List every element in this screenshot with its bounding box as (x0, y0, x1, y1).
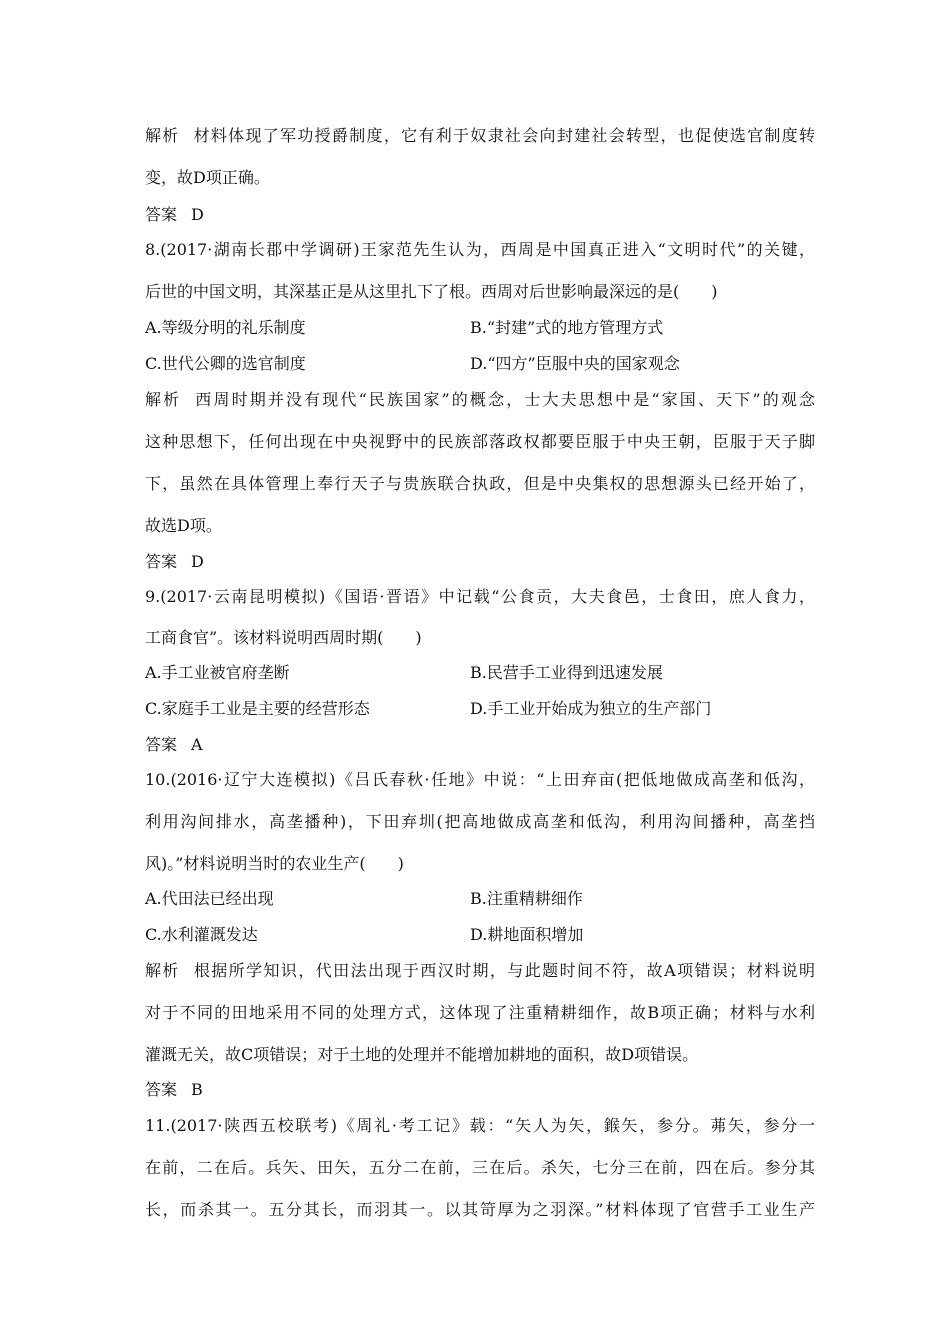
question-stem-line: 长，而杀其一。五分其长，而羽其一。以其笴厚为之羽深。”材料体现了官营手工业生产 (145, 1200, 815, 1219)
answer-label: 答案 (145, 205, 178, 224)
answer-line (145, 552, 815, 572)
analysis-line (145, 126, 815, 146)
analysis-label: 解析 (145, 390, 182, 409)
analysis-line: 这种思想下，任何出现在中央视野中的民族部落政权都要臣服于中央王朝，臣服于天子脚 (145, 432, 815, 451)
analysis-text: 西周时期并没有现代“民族国家”的概念，士大夫思想中是“家国、天下”的观念 (195, 390, 815, 409)
option-c: C.家庭手工业是主要的经营形态 (145, 699, 370, 718)
answer-line (145, 1080, 815, 1100)
question-stem-line: 工商食官”。该材料说明西周时期( ) (145, 628, 422, 647)
analysis-line: 下，虽然在具体管理上奉行天子与贵族联合执政，但是中央集权的思想源头已经开始了， (145, 474, 815, 493)
answer-line (145, 205, 815, 225)
analysis-line: 对于不同的田地采用不同的处理方式，这体现了注重精耕细作，故B项正确；材料与水利 (145, 1003, 815, 1022)
question-stem-line: 利用沟间排水，高垄播种)，下田弃圳(把高地做成高垄和低沟，利用沟间播种，高垄挡 (145, 812, 815, 831)
answer-line (145, 735, 815, 755)
option-a: A.手工业被官府垄断 (145, 663, 290, 682)
option-b: B.“封建”式的地方管理方式 (470, 318, 664, 337)
analysis-line: 灌溉无关，故C项错误；对于土地的处理并不能增加耕地的面积，故D项错误。 (145, 1045, 699, 1064)
option-c: C.水利灌溉发达 (145, 925, 258, 944)
answer-value: D (191, 205, 204, 224)
question-stem-line: 在前，二在后。兵矢、田矢，五分二在前，三在后。杀矢，七分三在前，四在后。参分其 (145, 1158, 815, 1177)
answer-label: 答案 (145, 552, 178, 571)
option-a: A.代田法已经出现 (145, 889, 274, 908)
option-d: D.耕地面积增加 (470, 925, 584, 944)
analysis-line: 故选D项。 (145, 516, 222, 535)
analysis-line: 变，故D项正确。 (145, 168, 270, 187)
analysis-label: 解析 (145, 961, 180, 980)
answer-value: D (191, 552, 204, 571)
answer-value: A (191, 735, 203, 754)
option-b: B.注重精耕细作 (470, 889, 583, 908)
question-stem-line: 8.(2017·湖南长郡中学调研)王家范先生认为，西周是中国真正进入“文明时代”的关键， (145, 240, 815, 259)
option-a: A.等级分明的礼乐制度 (145, 318, 306, 337)
answer-value: B (191, 1080, 203, 1099)
answer-label: 答案 (145, 1080, 178, 1099)
analysis-line (145, 961, 815, 981)
option-d: D.“四方”臣服中央的国家观念 (470, 354, 680, 373)
question-stem-line: 风)。”材料说明当时的农业生产( ) (145, 854, 404, 873)
analysis-line (145, 390, 815, 410)
analysis-label: 解析 (145, 126, 180, 145)
option-b: B.民营手工业得到迅速发展 (470, 663, 663, 682)
question-stem-line: 9.(2017·云南昆明模拟)《国语·晋语》中记载“公食贡，大夫食邑，士食田，庶人食力， (145, 587, 815, 606)
question-stem-line: 10.(2016·辽宁大连模拟)《吕氏春秋·任地》中说：“上田弃亩(把低地做成高垄和低沟， (145, 770, 815, 789)
analysis-text: 根据所学知识，代田法出现于西汉时期，与此题时间不符，故A项错误；材料说明 (193, 961, 815, 980)
option-c: C.世代公卿的选官制度 (145, 354, 306, 373)
option-d: D.手工业开始成为独立的生产部门 (470, 699, 712, 718)
analysis-text: 材料体现了军功授爵制度，它有利于奴隶社会向封建社会转型，也促使选官制度转 (193, 126, 815, 145)
question-stem-line: 后世的中国文明，其深基正是从这里扎下了根。西周对后世影响最深远的是( ) (145, 282, 718, 301)
answer-label: 答案 (145, 735, 178, 754)
question-stem-line: 11.(2017·陕西五校联考)《周礼·考工记》载：“矢人为矢，鍭矢，参分。茀矢，参分一 (145, 1116, 815, 1135)
